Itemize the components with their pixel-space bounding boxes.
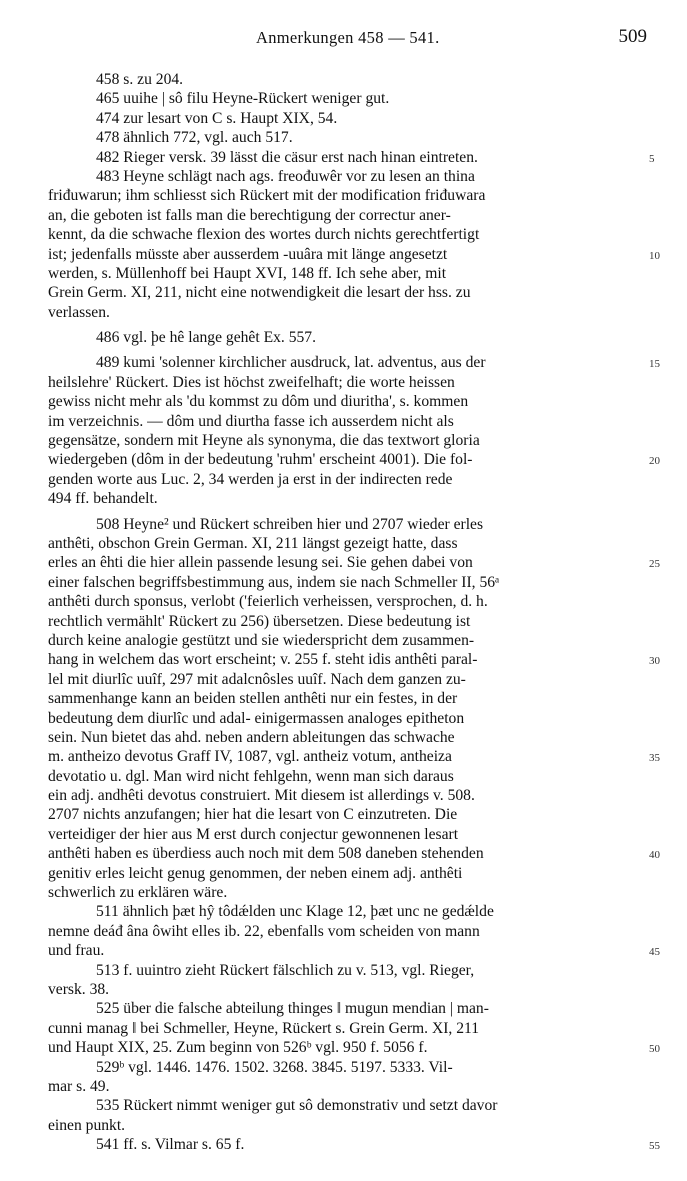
text-line bbox=[48, 728, 641, 747]
text-line bbox=[48, 1116, 641, 1135]
line-text: 2707 nichts anzufangen; hier hat die lesart von C einzutreten. Die bbox=[48, 806, 458, 824]
text-line bbox=[48, 186, 641, 205]
line-text: rechtlich vermählt' Rückert zu 256) übersetzen. Diese bedeutung ist bbox=[48, 612, 471, 630]
line-text: erles an êhti die hier allein passende lesung sei. Sie gehen dabei von bbox=[48, 554, 473, 572]
line-text: gegensätze, sondern mit Heyne als synonyma, die das textwort gloria bbox=[48, 432, 480, 450]
line-text: schwerlich zu erklären wäre. bbox=[48, 884, 228, 902]
text-line bbox=[48, 264, 641, 283]
line-text: anthêti haben es überdiess auch noch mit dem 508 daneben stehenden bbox=[48, 845, 484, 863]
line-text: anthêti durch sponsus, verlobt ('feierlich verheissen, versprochen, d. h. bbox=[48, 593, 488, 611]
margin-line-number: 5 bbox=[649, 152, 655, 165]
text-line bbox=[48, 534, 641, 553]
line-text: Grein Germ. XI, 211, nicht eine notwendigkeit die lesart der hss. zu bbox=[48, 284, 471, 302]
line-text: bedeutung dem diurlîc und adal- einigermassen analoges epitheton bbox=[48, 709, 465, 727]
line-text: und Haupt XIX, 25. Zum beginn von 526ᵇ vgl. 950 f. 5056 f. bbox=[48, 1039, 428, 1057]
text-line bbox=[48, 941, 660, 960]
text-line bbox=[48, 922, 641, 941]
line-text: einer falschen begriffsbestimmung aus, indem sie nach Schmeller II, 56ᵃ bbox=[48, 573, 500, 591]
line-text: versk. 38. bbox=[48, 980, 110, 998]
text-line bbox=[48, 392, 641, 411]
line-text: ein adj. andhêti devotus construiert. Mit diesem ist allerdings v. 508. bbox=[48, 787, 475, 805]
line-text: cunni manag ‖ bei Schmeller, Heyne, Rückert s. Grein Germ. XI, 211 bbox=[48, 1019, 480, 1037]
line-text: sammenhange kann an beiden stellen anthêti nur ein festes, in der bbox=[48, 690, 458, 708]
margin-line-number: 35 bbox=[649, 752, 660, 765]
line-text: wiedergeben (dôm in der bedeutung 'ruhm' erscheint 4001). Die fol- bbox=[48, 451, 473, 469]
line-text: verlassen. bbox=[48, 303, 110, 321]
line-text: 494 ff. behandelt. bbox=[48, 490, 158, 508]
line-text: 508 Heyne² und Rückert schreiben hier und 2707 wieder erles bbox=[96, 515, 484, 533]
text-line bbox=[48, 767, 641, 786]
text-line bbox=[48, 592, 641, 611]
line-text: einen punkt. bbox=[48, 1116, 126, 1134]
margin-line-number: 15 bbox=[649, 358, 660, 371]
text-line bbox=[48, 670, 641, 689]
line-text: verteidiger der hier aus M erst durch conjectur gewonnenen lesart bbox=[48, 825, 459, 843]
text-line bbox=[48, 1058, 641, 1077]
text-line bbox=[48, 167, 641, 186]
line-text: hang in welchem das wort erscheint; v. 255 f. steht idis anthêti paral- bbox=[48, 651, 478, 669]
text-line bbox=[48, 786, 641, 805]
line-text: an, die geboten ist falls man die berechtigung der correctur aner- bbox=[48, 206, 451, 224]
line-text: mar s. 49. bbox=[48, 1077, 110, 1095]
text-line bbox=[48, 515, 641, 534]
line-text: 482 Rieger versk. 39 lässt die cäsur erst nach hinan eintreten. bbox=[96, 148, 478, 166]
line-text: lel mit diurlîc uuîf, 297 mit adalcnôsles uuîf. Nach dem ganzen zu- bbox=[48, 670, 466, 688]
line-text: sein. Nun bietet das ahd. neben andern ableitungen das schwache bbox=[48, 728, 455, 746]
line-text: 513 f. uuintro zieht Rückert fälschlich zu v. 513, vgl. Rieger, bbox=[96, 961, 475, 979]
text-line bbox=[48, 980, 641, 999]
text-line bbox=[48, 283, 641, 302]
text-line bbox=[48, 148, 655, 167]
line-text: 511 ähnlich þæt hŷ tôdǽlden unc Klage 12, þæt unc ne gedǽlde bbox=[96, 903, 494, 921]
line-text: genitiv erles leicht genug genommen, der neben einem adj. anthêti bbox=[48, 864, 463, 882]
text-line bbox=[48, 1019, 641, 1038]
text-line bbox=[48, 844, 660, 863]
line-text: 525 über die falsche abteilung thinges ‖ mugun mendian | man- bbox=[96, 1000, 489, 1018]
text-line bbox=[48, 128, 641, 147]
margin-line-number: 30 bbox=[649, 655, 660, 668]
margin-line-number: 40 bbox=[649, 849, 660, 862]
text-line bbox=[48, 573, 641, 592]
line-text: m. antheizo devotus Graff IV, 1087, vgl. antheiz votum, antheiza bbox=[48, 748, 452, 766]
text-line bbox=[48, 303, 641, 322]
running-header bbox=[48, 28, 647, 58]
annotation-body bbox=[48, 70, 660, 1154]
text-line bbox=[48, 353, 660, 372]
line-text: kennt, da die schwache flexion des wortes durch nichts gerechtfertigt bbox=[48, 226, 480, 244]
text-line bbox=[48, 89, 641, 108]
line-text: heilslehre' Rückert. Dies ist höchst zweifelhaft; die worte heissen bbox=[48, 373, 455, 391]
text-line bbox=[48, 245, 660, 264]
text-line bbox=[48, 206, 641, 225]
text-line bbox=[48, 961, 641, 980]
line-text: durch keine analogie gestützt und sie wiederspricht dem zusammen- bbox=[48, 631, 475, 649]
line-text: 474 zur lesart von C s. Haupt XIX, 54. bbox=[96, 109, 338, 127]
line-text: gewiss nicht mehr als 'du kommst zu dôm und diuritha', s. kommen bbox=[48, 393, 469, 411]
text-line bbox=[48, 631, 641, 650]
page-number: 509 bbox=[618, 26, 647, 47]
line-text: 458 s. zu 204. bbox=[96, 71, 184, 88]
line-text: im verzeichnis. — dôm und diurtha fasse ich ausserdem nicht als bbox=[48, 412, 454, 430]
text-line bbox=[48, 1135, 660, 1154]
text-line bbox=[48, 1038, 660, 1057]
line-text: 483 Heyne schlägt nach ags. freođuwêr vor zu lesen an thina bbox=[96, 167, 475, 185]
text-line bbox=[48, 109, 641, 128]
text-line bbox=[48, 805, 641, 824]
line-text: devotatio u. dgl. Man wird nicht fehlgehn, wenn man sich daraus bbox=[48, 767, 454, 785]
margin-line-number: 10 bbox=[649, 249, 660, 262]
text-line bbox=[48, 489, 641, 508]
margin-line-number: 20 bbox=[649, 455, 660, 468]
line-text: 541 ff. s. Vilmar s. 65 f. bbox=[96, 1136, 245, 1154]
text-line bbox=[48, 650, 660, 669]
text-line bbox=[48, 1077, 641, 1096]
text-line bbox=[48, 450, 660, 469]
text-line bbox=[48, 225, 641, 244]
text-line bbox=[48, 864, 641, 883]
line-text: 478 ähnlich 772, vgl. auch 517. bbox=[96, 129, 293, 147]
line-text: nemne deáđ âna ôwiht elles ib. 22, ebenfalls vom scheiden von mann bbox=[48, 922, 480, 940]
line-text: 535 Rückert nimmt weniger gut sô demonstrativ und setzt davor bbox=[96, 1097, 498, 1115]
text-line bbox=[48, 902, 641, 921]
text-line bbox=[48, 709, 641, 728]
text-line bbox=[48, 431, 641, 450]
text-line bbox=[48, 553, 660, 572]
line-text: 529ᵇ vgl. 1446. 1476. 1502. 3268. 3845. 5197. 5333. Vil- bbox=[96, 1058, 453, 1076]
line-text: 486 vgl. þe hê lange gehêt Ex. 557. bbox=[96, 329, 316, 347]
line-text: anthêti, obschon Grein German. XI, 211 längst gezeigt hatte, dass bbox=[48, 534, 458, 552]
text-line bbox=[48, 999, 641, 1018]
text-line bbox=[48, 1096, 641, 1115]
line-text: und frau. bbox=[48, 942, 105, 960]
text-line bbox=[48, 689, 641, 708]
margin-line-number: 55 bbox=[649, 1140, 660, 1153]
line-text: 465 uuihe | sô filu Heyne-Rückert weniger gut. bbox=[96, 90, 390, 108]
text-line bbox=[48, 412, 641, 431]
text-line bbox=[48, 373, 641, 392]
line-text: 489 kumi 'solenner kirchlicher ausdruck, lat. adventus, aus der bbox=[96, 354, 486, 372]
text-line bbox=[48, 747, 660, 766]
line-text: ist; jedenfalls müsste aber ausserdem -uuâra mit länge angesetzt bbox=[48, 245, 448, 263]
line-text: werden, s. Müllenhoff bei Haupt XVI, 148 ff. Ich sehe aber, mit bbox=[48, 264, 447, 282]
line-text: friđuwarun; ihm schliesst sich Rückert mit der modification friđuwara bbox=[48, 187, 486, 205]
margin-line-number: 50 bbox=[649, 1043, 660, 1056]
text-line bbox=[48, 612, 641, 631]
margin-line-number: 45 bbox=[649, 946, 660, 959]
text-line bbox=[48, 70, 641, 89]
text-line bbox=[48, 470, 641, 489]
text-line bbox=[48, 328, 641, 347]
text-line bbox=[48, 825, 641, 844]
margin-line-number: 25 bbox=[649, 558, 660, 571]
running-title: Anmerkungen 458 — 541. bbox=[256, 28, 440, 47]
line-text: genden worte aus Luc. 2, 34 werden ja erst in der indirecten rede bbox=[48, 470, 453, 488]
text-line bbox=[48, 883, 641, 902]
